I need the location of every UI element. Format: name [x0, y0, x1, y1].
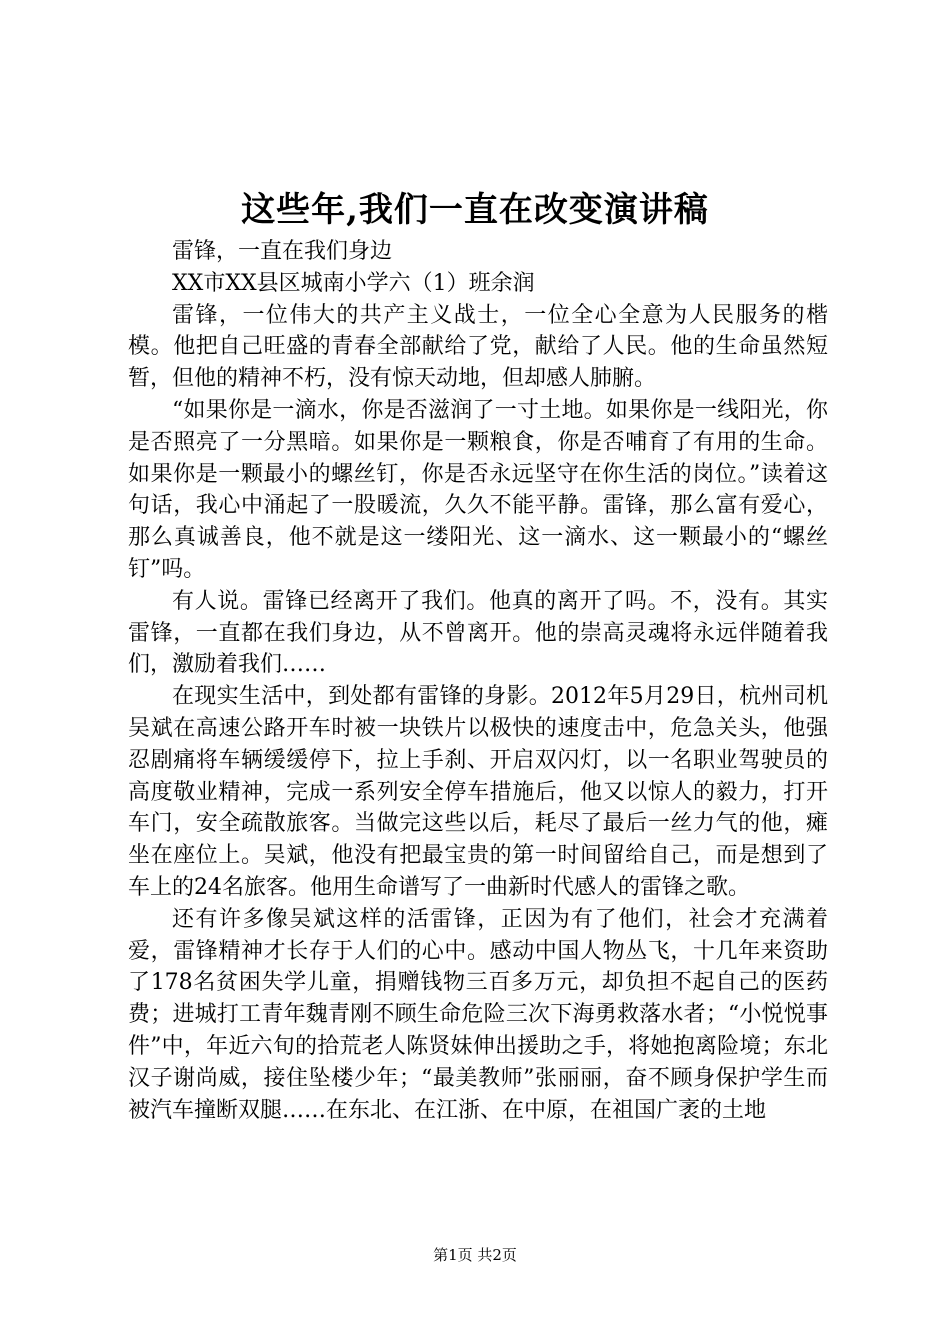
paragraph: 在现实生活中，到处都有雷锋的身影。2012年5月29日，杭州司机吴斌在高速公路开车时被一块铁片以极快的速度击中，危急关头，他强忍剧痛将车辆缓缓停下，拉上手刹、开启双闪灯，以一名职业驾驶员的高度敬业精神，完成一系列安全停车措施后，他又以惊人的毅力，打开车门，安全疏散旅客。当做完这些以后，耗尽了最后一丝力气的他，瘫坐在座位上。吴斌，他没有把最宝贵的第一时间留给自己，而是想到了车上的24名旅客。他用生命谱写了一曲新时代感人的雷锋之歌。: [128, 684, 828, 900]
paragraph: 雷锋，一位伟大的共产主义战士，一位全心全意为人民服务的楷模。他把自己旺盛的青春全部献给了党，献给了人民。他的生命虽然短暂，但他的精神不朽，没有惊天动地，但却感人肺腑。: [128, 302, 828, 392]
document-title: 这些年,我们一直在改变演讲稿: [241, 190, 709, 230]
page-footer: 第1页 共2页: [433, 1246, 517, 1264]
paragraph: “如果你是一滴水，你是否滋润了一寸土地。如果你是一线阳光，你是否照亮了一分黑暗。如果你是一颗粮食，你是否哺育了有用的生命。如果你是一颗最小的螺丝钉，你是否永远坚守在你生活的岗位。”读着这句话，我心中涌起了一股暖流，久久不能平静。雷锋，那么富有爱心，那么真诚善良，他不就是这一缕阳光、这一滴水、这一颗最小的“螺丝钉”吗。: [128, 397, 828, 582]
paragraph-author: XX市XX县区城南小学六（1）班余润: [172, 270, 535, 296]
paragraph-subtitle: 雷锋，一直在我们身边: [172, 239, 393, 264]
document-body: [128, 236, 828, 1126]
paragraph: 有人说。雷锋已经离开了我们。他真的离开了吗。不，没有。其实雷锋，一直都在我们身边，从不曾离开。他的崇高灵魂将永远伴随着我们，激励着我们……: [128, 588, 828, 678]
paragraph: 还有许多像吴斌这样的活雷锋，正因为有了他们，社会才充满着爱，雷锋精神才长存于人们的心中。感动中国人物丛飞，十几年来资助了178名贫困失学儿童，捐赠钱物三百多万元，却负担不起自己的医药费；进城打工青年魏青刚不顾生命危险三次下海勇救落水者；“小悦悦事件”中，年近六旬的拾荒老人陈贤妹伸出援助之手，将她抱离险境；东北汉子谢尚威，接住坠楼少年；“最美教师”张丽丽，奋不顾身保护学生而被汽车撞断双腿……在东北、在江浙、在中原，在祖国广袤的土地: [128, 906, 828, 1123]
